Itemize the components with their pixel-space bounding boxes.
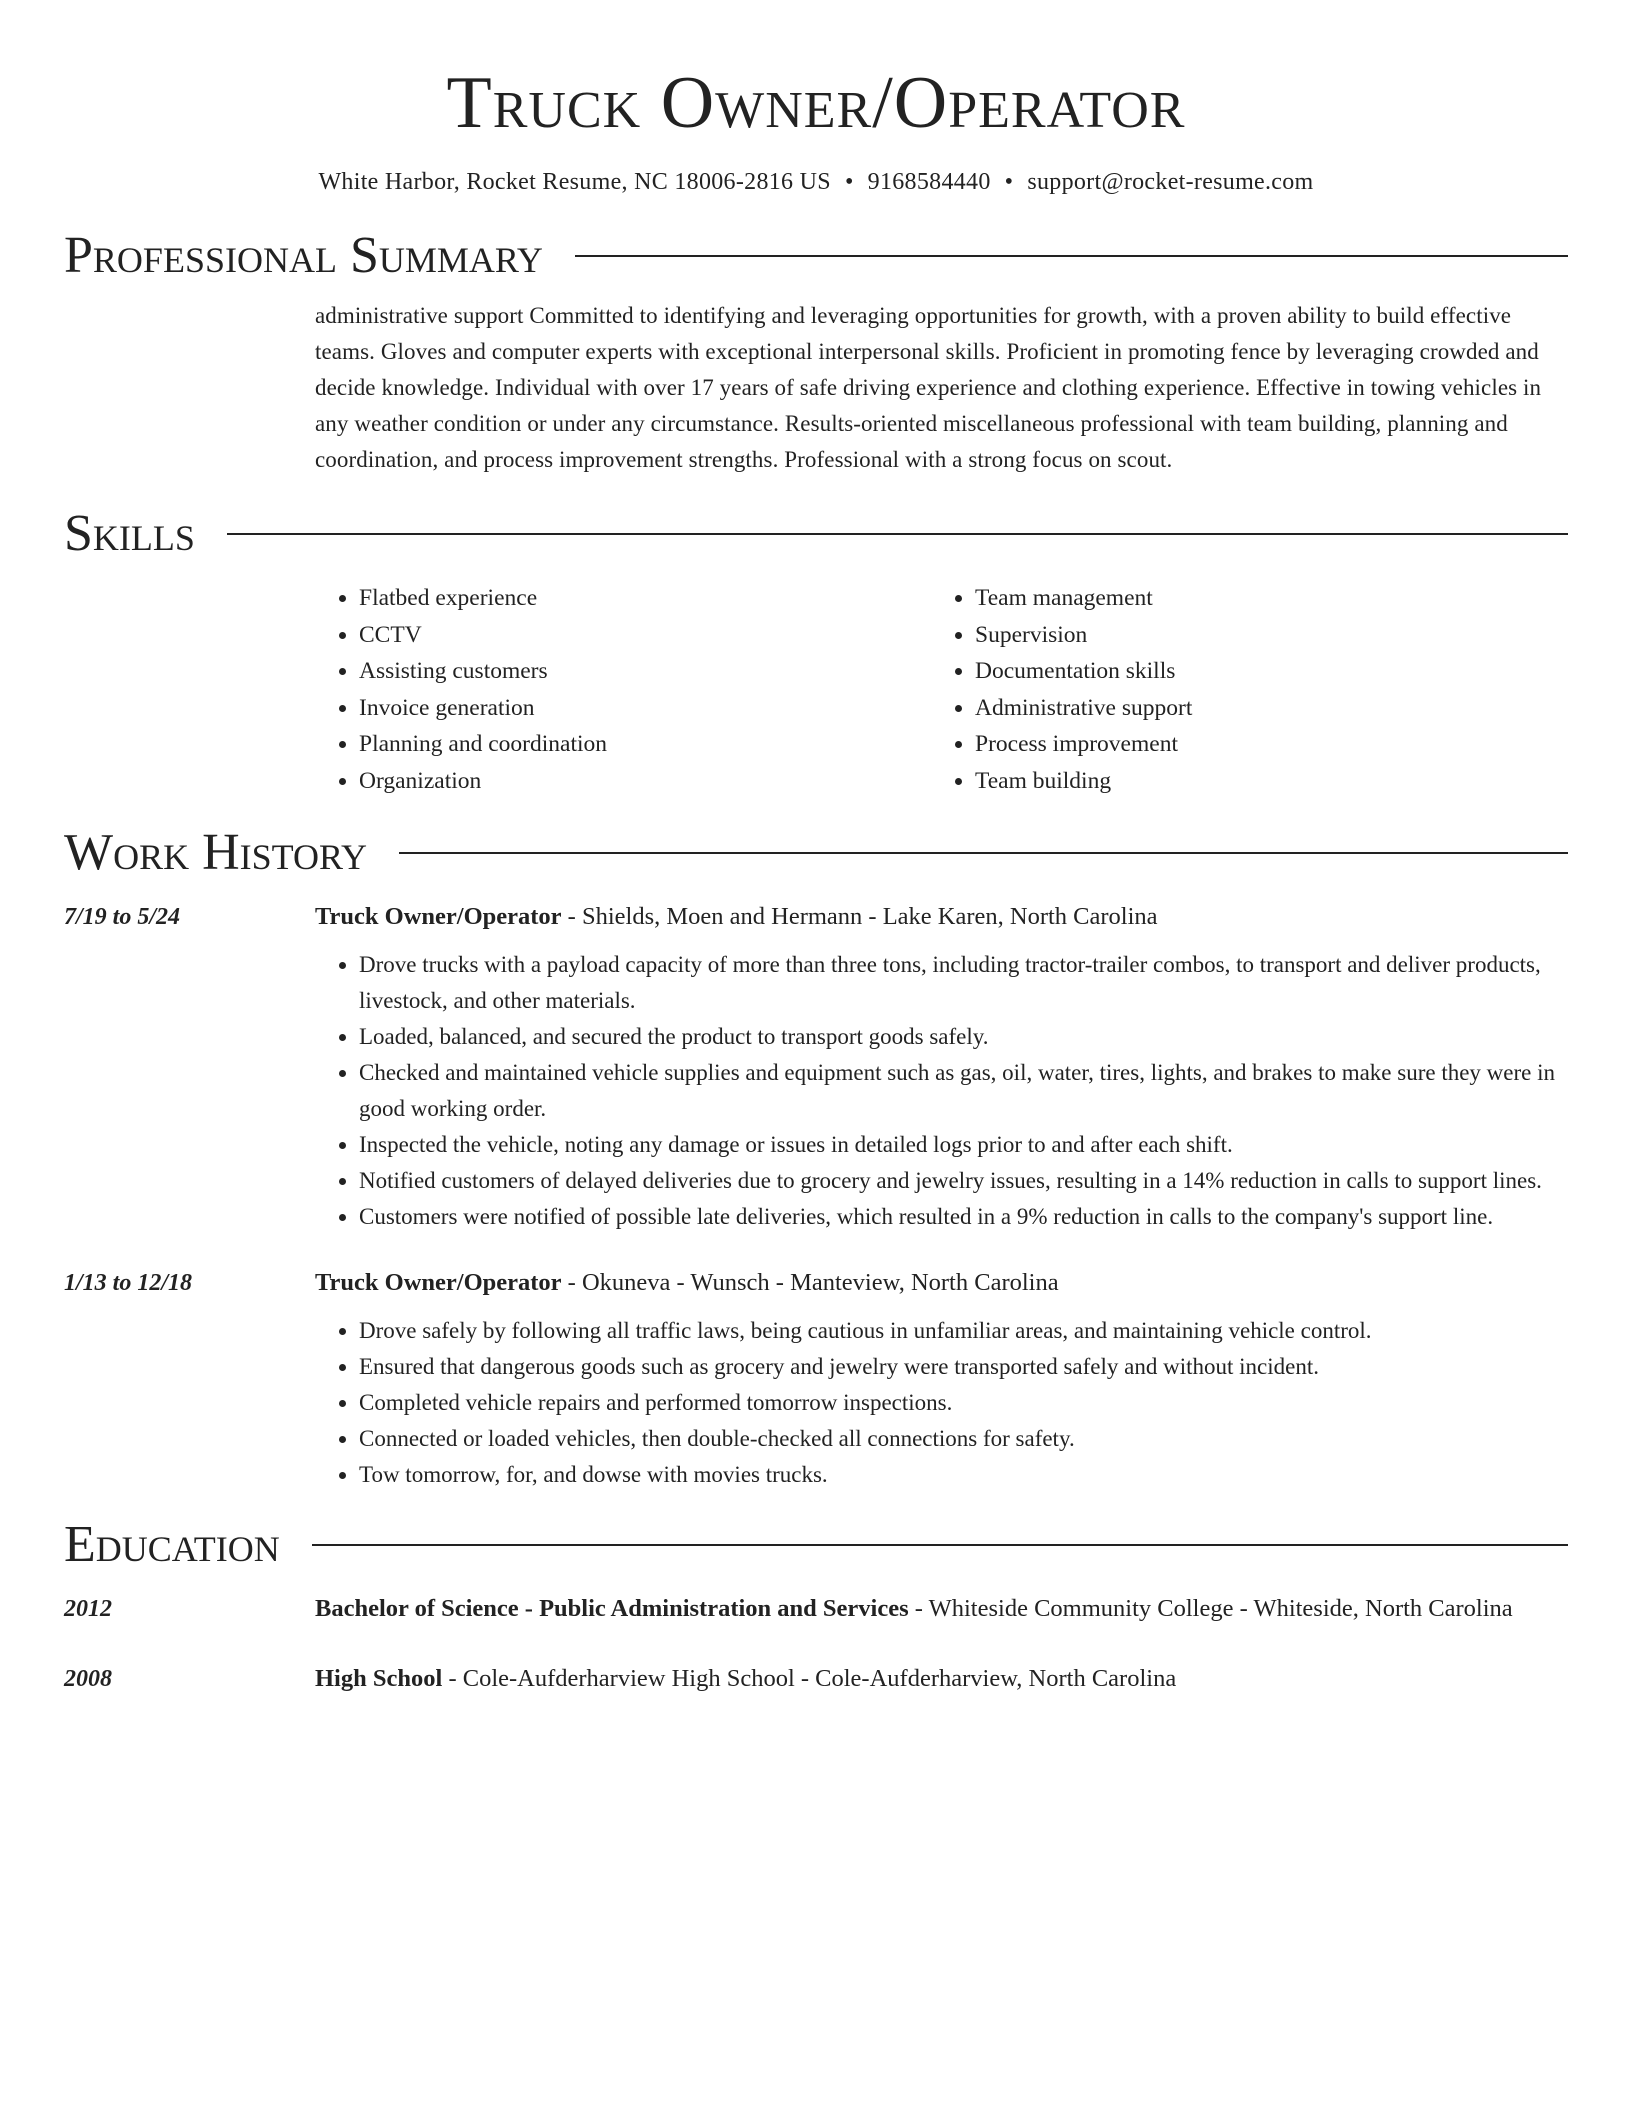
skill-item: • Process improvement	[975, 726, 1475, 763]
job-bullet: • Customers were notified of possible late deliveries, which resulted in a 9% reduction in calls to the company's support line.	[359, 1199, 1568, 1235]
skill-item: • Administrative support	[975, 690, 1475, 727]
school-details: - Cole-Aufderharview High School - Cole-Aufderharview, North Carolina	[442, 1665, 1177, 1692]
section-divider	[312, 1544, 1568, 1546]
section-divider	[399, 852, 1568, 854]
education-entry	[64, 1589, 1568, 1629]
education-section-title: Education	[64, 1516, 280, 1573]
resume-page	[64, 0, 1568, 1699]
summary-text: administrative support Committed to identifying and leveraging opportunities for growth, with a proven ability to build effective teams. Gloves and computer experts with exceptional interpersonal skills. Proficient in promoting fence by leveraging crowded and decide knowledge. Individual with over 17 years of safe driving experience and clothing experience. Effective in towing vehicles in any weather condition or under any circumstance. Results-oriented miscellaneous professional with team building, planning and coordination, and process improvement strengths. Professional with a strong focus on scout.	[315, 303, 1542, 472]
skill-item: • CCTV	[359, 617, 931, 654]
skill-item: • Assisting customers	[359, 653, 931, 690]
contact-line	[64, 166, 1568, 198]
job-bullet: • Completed vehicle repairs and performed tomorrow inspections.	[359, 1385, 1568, 1421]
skill-item: • Organization	[359, 763, 931, 800]
job-bullet: • Loaded, balanced, and secured the product to transport goods safely.	[359, 1019, 1568, 1055]
skills-section-title: Skills	[64, 505, 195, 562]
section-divider	[575, 255, 1568, 257]
job-bullet: • Checked and maintained vehicle supplies and equipment such as gas, oil, water, tires, lights, and brakes to make sure they were in good working order.	[359, 1055, 1568, 1127]
skill-item: • Documentation skills	[975, 653, 1475, 690]
job-bullet: • Drove trucks with a payload capacity of more than three tons, including tractor-trailer combos, to transport and deliver products, livestock, and other materials.	[359, 947, 1568, 1019]
skills-column-right	[931, 580, 1475, 799]
work-heading	[315, 1263, 1568, 1303]
skill-item: • Invoice generation	[359, 690, 931, 727]
job-details: - Shields, Moen and Hermann - Lake Karen, North Carolina	[561, 903, 1158, 930]
job-bullets	[315, 947, 1568, 1235]
job-title: Truck Owner/Operator	[315, 1269, 562, 1296]
job-bullet: • Tow tomorrow, for, and dowse with movies trucks.	[359, 1457, 1568, 1493]
education-entry-body	[315, 1589, 1568, 1629]
skills-list	[315, 580, 1568, 799]
job-bullet: • Notified customers of delayed deliveries due to grocery and jewelry issues, resulting in a 14% reduction in calls to support lines.	[359, 1163, 1568, 1199]
job-bullets	[315, 1313, 1568, 1493]
work-section-title: Work History	[64, 824, 368, 881]
summary-section-header	[64, 226, 1568, 286]
skill-item: • Planning and coordination	[359, 726, 931, 763]
job-bullet: • Ensured that dangerous goods such as grocery and jewelry were transported safely and without incident.	[359, 1349, 1568, 1385]
skills-section-header	[64, 504, 1568, 564]
job-bullet: • Inspected the vehicle, noting any damage or issues in detailed logs prior to and after each shift.	[359, 1127, 1568, 1163]
skill-item: • Team building	[975, 763, 1475, 800]
contact-address: White Harbor, Rocket Resume, NC 18006-2816 US	[318, 169, 831, 195]
degree-title: High School	[315, 1665, 443, 1692]
work-section-header	[64, 823, 1568, 883]
job-bullet: • Connected or loaded vehicles, then double-checked all connections for safety.	[359, 1421, 1568, 1457]
work-dates: 7/19 to 5/24	[64, 904, 181, 930]
job-bullet: • Drove safely by following all traffic laws, being cautious in unfamiliar areas, and maintaining vehicle control.	[359, 1313, 1568, 1349]
contact-email: support@rocket-resume.com	[1027, 169, 1314, 195]
job-details: - Okuneva - Wunsch - Manteview, North Carolina	[561, 1269, 1059, 1296]
contact-separator: •	[844, 169, 854, 195]
work-entry	[64, 897, 1568, 1235]
skill-item: • Flatbed experience	[359, 580, 931, 617]
contact-separator: •	[1004, 169, 1014, 195]
education-heading	[315, 1589, 1568, 1629]
skill-item: • Supervision	[975, 617, 1475, 654]
education-heading	[315, 1659, 1568, 1699]
skills-column-left	[315, 580, 931, 799]
work-heading	[315, 897, 1568, 937]
contact-phone: 9168584440	[867, 169, 991, 195]
education-section-header	[64, 1515, 1568, 1575]
education-entry-body	[315, 1659, 1568, 1699]
resume-name: Truck Owner/Operator	[446, 62, 1186, 144]
work-dates: 1/13 to 12/18	[64, 1270, 193, 1296]
work-entry	[64, 1263, 1568, 1493]
work-entry-body	[315, 1263, 1568, 1493]
section-divider	[227, 533, 1568, 535]
job-title: Truck Owner/Operator	[315, 903, 562, 930]
education-year: 2012	[64, 1596, 112, 1622]
summary-section-title: Professional Summary	[64, 227, 543, 284]
education-entry	[64, 1659, 1568, 1699]
school-details: - Whiteside Community College - Whiteside, North Carolina	[908, 1595, 1513, 1622]
skill-item: • Team management	[975, 580, 1475, 617]
work-entry-body	[315, 897, 1568, 1235]
education-year: 2008	[64, 1666, 112, 1692]
degree-title: Bachelor of Science - Public Administration and Services	[315, 1595, 909, 1622]
